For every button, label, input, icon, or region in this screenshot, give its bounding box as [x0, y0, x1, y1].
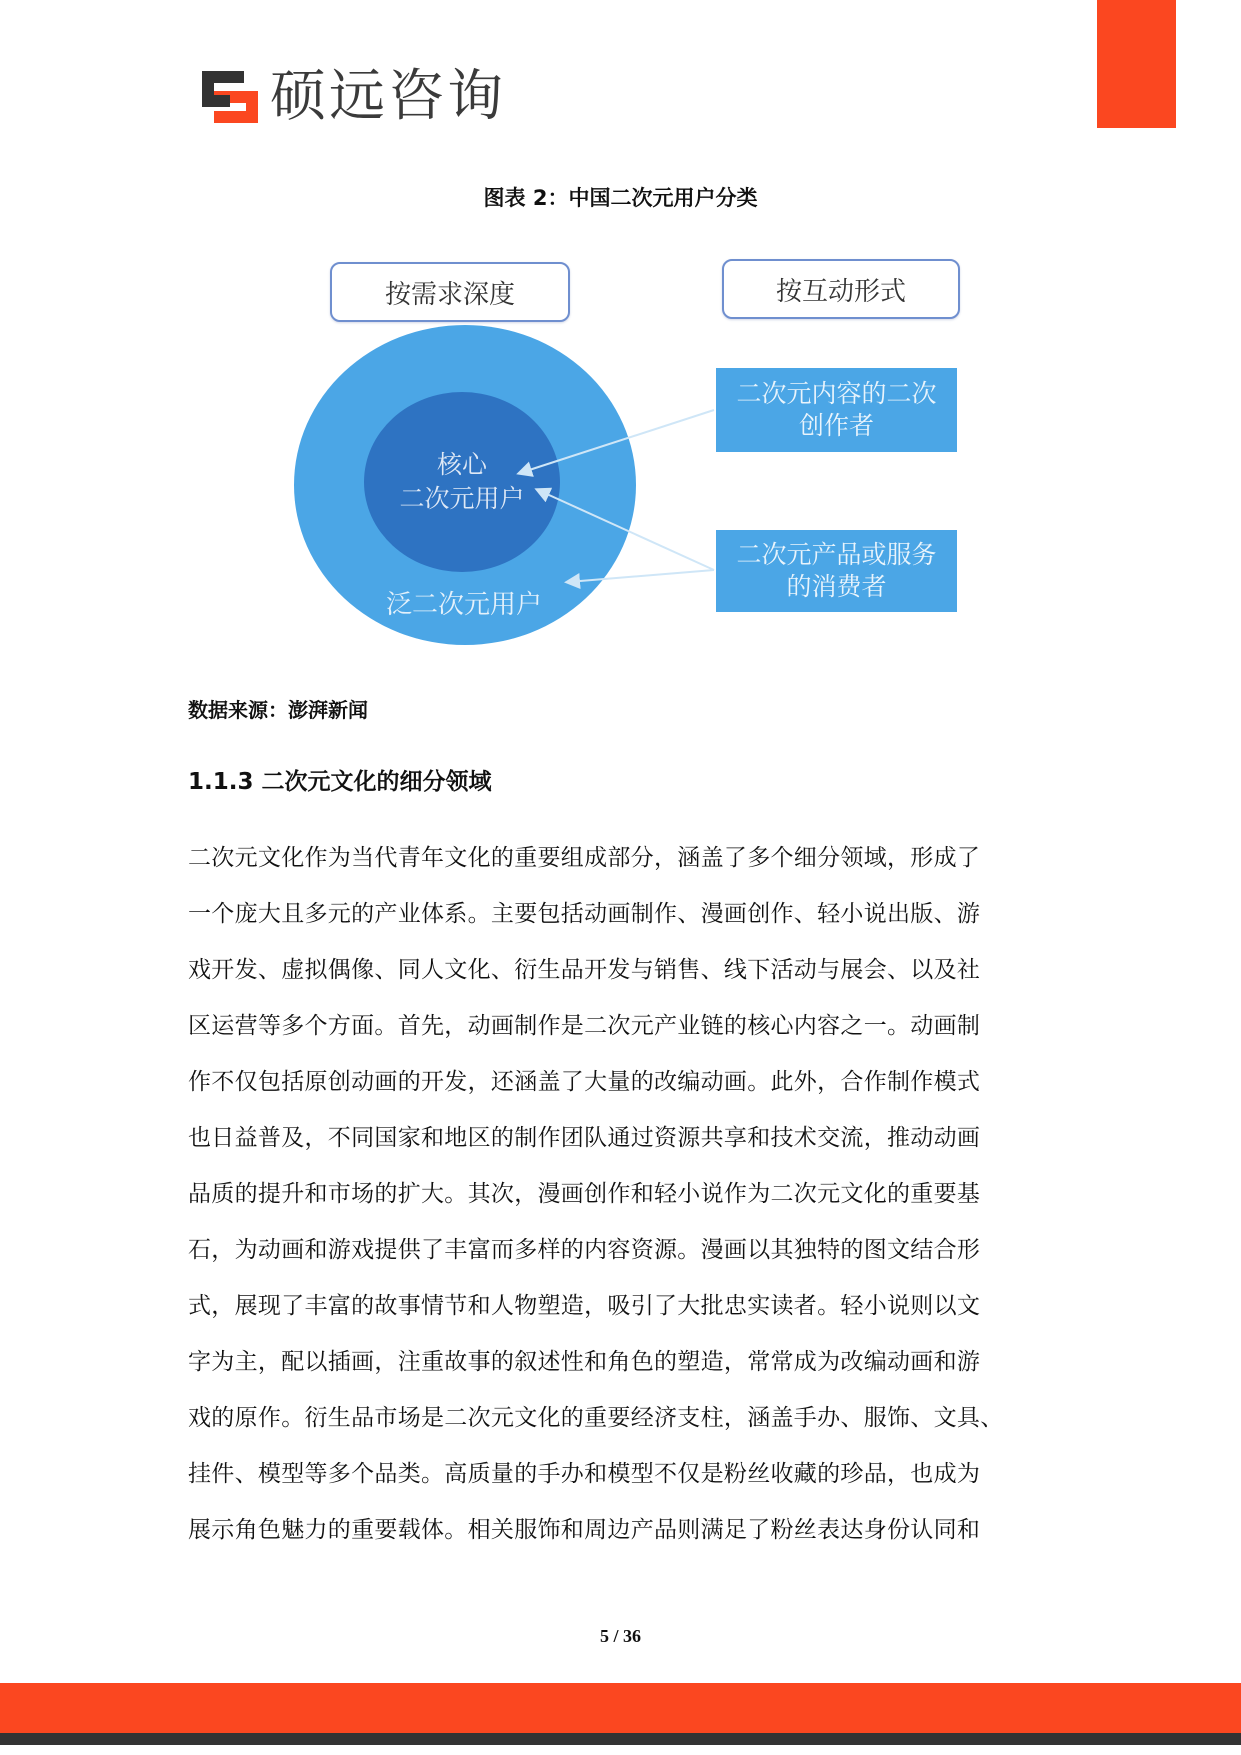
brand-s-logo-icon	[200, 69, 260, 125]
body-line: 戏的原作。衍生品市场是二次元文化的重要经济支柱，涵盖手办、服饰、文具、	[188, 1405, 1004, 1431]
data-source: 数据来源：澎湃新闻	[188, 698, 368, 722]
body-line: 二次元文化作为当代青年文化的重要组成部分，涵盖了多个细分领域，形成了	[188, 845, 981, 871]
top-accent-bar	[1097, 0, 1176, 128]
body-line: 区运营等多个方面。首先，动画制作是二次元产业链的核心内容之一。动画制	[188, 1013, 981, 1039]
body-line: 一个庞大且多元的产业体系。主要包括动画制作、漫画创作、轻小说出版、游	[188, 901, 981, 927]
core-users-label	[364, 448, 560, 516]
pan-users-label: 泛二次元用户	[385, 590, 542, 620]
body-paragraph	[188, 830, 1048, 1558]
demand-depth-text: 按需求深度	[384, 279, 515, 310]
interaction-form-label	[722, 259, 960, 319]
creator-role-box	[716, 368, 957, 452]
consumer-role-box	[716, 530, 957, 612]
page-number: 5 / 36	[599, 1626, 641, 1646]
section-heading: 1.1.3 二次元文化的细分领域	[188, 769, 492, 795]
body-line: 挂件、模型等多个品类。高质量的手办和模型不仅是粉丝收藏的珍品，也成为	[188, 1461, 981, 1487]
body-line: 作不仅包括原创动画的开发，还涵盖了大量的改编动画。此外，合作制作模式	[188, 1069, 981, 1095]
consumer-role-line2: 的消费者	[786, 572, 887, 601]
figure-title: 图表 2：中国二次元用户分类	[483, 186, 758, 210]
core-users-line2: 二次元用户	[399, 484, 525, 513]
body-line: 式，展现了丰富的故事情节和人物塑造，吸引了大批忠实读者。轻小说则以文	[188, 1293, 981, 1319]
brand-logo	[200, 66, 506, 128]
diagram-arrows	[0, 0, 1241, 700]
body-line: 展示角色魅力的重要载体。相关服饰和周边产品则满足了粉丝表达身份认同和	[188, 1517, 981, 1543]
interaction-form-text: 按互动形式	[775, 276, 906, 307]
creator-role-line1: 二次元内容的二次	[736, 379, 937, 408]
body-line: 也日益普及，不同国家和地区的制作团队通过资源共享和技术交流，推动动画	[188, 1125, 981, 1151]
demand-depth-label	[330, 262, 570, 322]
body-line: 字为主，配以插画，注重故事的叙述性和角色的塑造，常常成为改编动画和游	[188, 1349, 981, 1375]
body-line: 品质的提升和市场的扩大。其次，漫画创作和轻小说作为二次元文化的重要基	[188, 1181, 981, 1207]
brand-name: 硕远咨询	[270, 64, 506, 129]
footer-dark-bar	[0, 1733, 1241, 1745]
body-line: 石，为动画和游戏提供了丰富而多样的内容资源。漫画以其独特的图文结合形	[188, 1237, 981, 1263]
consumer-role-line1: 二次元产品或服务	[736, 540, 937, 569]
body-line: 戏开发、虚拟偶像、同人文化、衍生品开发与销售、线下活动与展会、以及社	[188, 957, 981, 983]
footer-accent-bar	[0, 1683, 1241, 1733]
core-users-line1: 核心	[436, 450, 487, 479]
creator-role-line2: 创作者	[798, 411, 874, 440]
